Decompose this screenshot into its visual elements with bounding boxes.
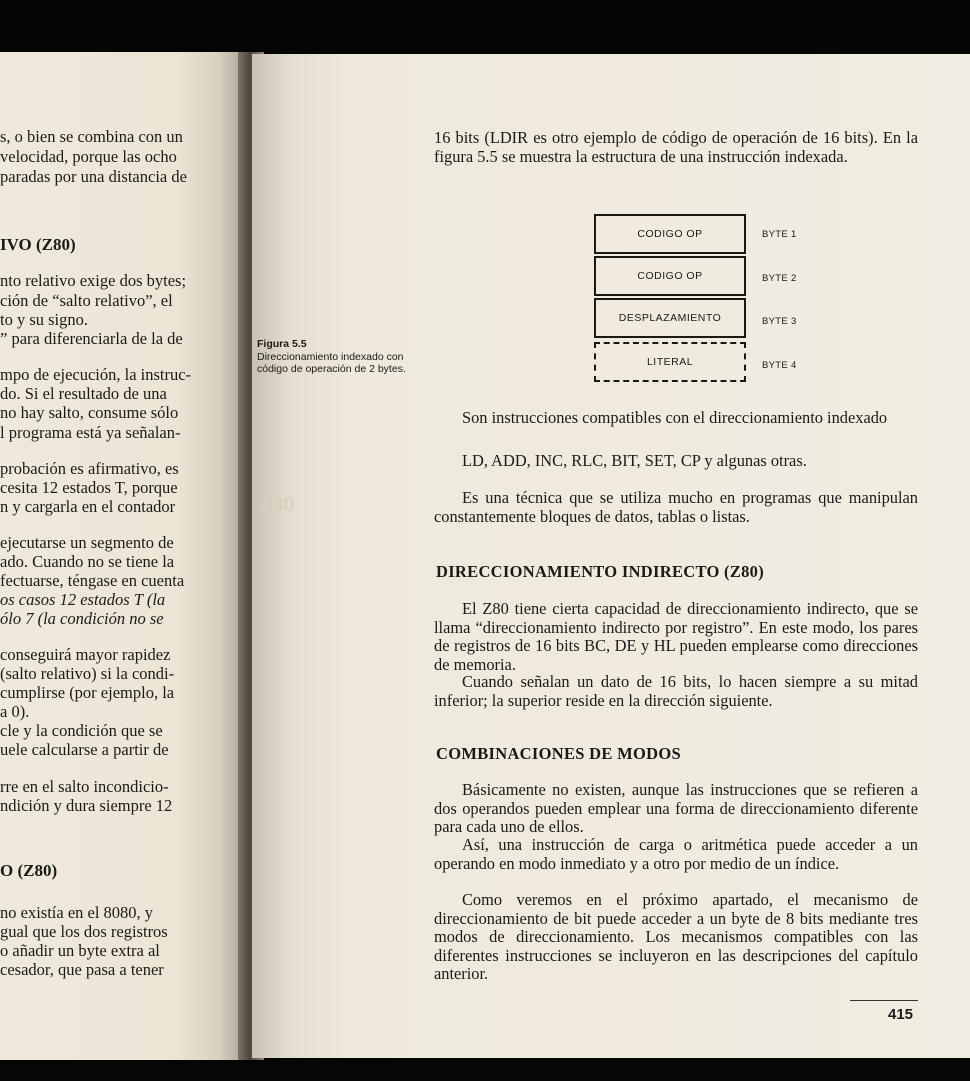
literal-box: LITERAL: [594, 342, 746, 382]
left-line: ción de “salto relativo”, el: [0, 291, 173, 310]
byte-label-1: BYTE 1: [762, 229, 797, 240]
intro-paragraph: 16 bits (LDIR es otro ejemplo de código de operación de 16 bits). En la figura 5.5 se muestra la estructura de una instrucción indexada.: [434, 128, 918, 166]
left-line: no hay salto, consume sólo: [0, 403, 179, 422]
paragraph: Son instrucciones compatibles con el direccionamiento indexado: [462, 408, 888, 427]
left-line: do. Si el resultado de una: [0, 384, 167, 403]
page-number-rule: [850, 1000, 918, 1001]
left-line: to y su signo.: [0, 310, 89, 329]
left-line: nto relativo exige dos bytes;: [0, 271, 187, 290]
left-line: conseguirá mayor rapidez: [0, 645, 171, 664]
left-line: cumplirse (por ejemplo, la: [0, 683, 175, 702]
section-heading: DIRECCIONAMIENTO INDIRECTO (Z80): [436, 562, 765, 581]
left-heading: IVO (Z80): [0, 235, 76, 254]
left-line: os casos 12 estados T (la: [0, 590, 166, 609]
byte-label-2: BYTE 2: [762, 273, 797, 284]
paragraph: Así, una instrucción de carga o aritmética puede acceder a un operando en modo inmediato y a otro por medio de un índice.: [434, 835, 918, 873]
figure-caption-text: Direccionamiento indexado con código de operación de 2 bytes.: [257, 350, 406, 375]
left-line: cesita 12 estados T, porque: [0, 478, 178, 497]
left-line: cesador, que pasa a tener: [0, 960, 164, 979]
paragraph: Es una técnica que se utiliza mucho en programas que manipulan constantemente bloques de datos, tablas o listas.: [434, 488, 918, 526]
show-through-text: Z80: [260, 494, 295, 516]
left-page: [0, 52, 250, 1062]
left-heading: O (Z80): [0, 861, 58, 880]
left-line: mpo de ejecución, la instruc-: [0, 365, 192, 384]
left-line: n y cargarla en el contador: [0, 497, 176, 516]
byte-label-4: BYTE 4: [762, 360, 797, 371]
paragraph: Como veremos en el próximo apartado, el mecanismo de direccionamiento de bit puede acceder a un byte de 8 bits mediante tres modos de direccionamiento. Los mecanismos compatibles con las diferentes instrucciones se incluyeron en las descripciones del capítulo anterior.: [434, 890, 918, 983]
left-line: ado. Cuando no se tiene la: [0, 552, 175, 571]
left-line: cle y la condición que se: [0, 721, 163, 740]
left-line: ndición y dura siempre 12: [0, 796, 173, 815]
left-line: (salto relativo) si la condi-: [0, 664, 175, 683]
instruction-diagram: [590, 212, 830, 392]
page-number: 415: [888, 1006, 914, 1023]
left-line: ” para diferenciarla de la de: [0, 329, 183, 348]
left-line: rre en el salto incondicio-: [0, 777, 169, 796]
paragraph: Básicamente no existen, aunque las instrucciones que se refieren a dos operandos pueden emplear una forma de direccionamiento diferente para cada uno de ellos.: [434, 780, 918, 836]
displacement-box: DESPLAZAMIENTO: [594, 298, 746, 338]
background-edge: [0, 1060, 970, 1081]
byte-label-3: BYTE 3: [762, 316, 797, 327]
figure-caption-title: Figura 5.5: [257, 338, 307, 350]
paragraph: El Z80 tiene cierta capacidad de direccionamiento indirecto, que se llama “direccionamiento indirecto por registro”. En este modo, los pares de registros de 16 bits BC, DE y HL pueden emplearse como direcciones de memoria.: [434, 599, 918, 674]
left-line: s, o bien se combina con un: [0, 127, 183, 146]
figure-caption: [257, 338, 417, 376]
left-line: o añadir un byte extra al: [0, 941, 160, 960]
paragraph: Cuando señalan un dato de 16 bits, lo hacen siempre a su mitad inferior; la superior reside en la dirección siguiente.: [434, 672, 918, 710]
left-line: uele calcularse a partir de: [0, 740, 169, 759]
left-line: gual que los dos registros: [0, 922, 168, 941]
left-line: ólo 7 (la condición no se: [0, 609, 164, 628]
left-line: l programa está ya señalan-: [0, 423, 181, 442]
left-line: probación es afirmativo, es: [0, 459, 179, 478]
section-heading: COMBINACIONES DE MODOS: [436, 744, 681, 763]
opcode-box-1: CODIGO OP: [594, 214, 746, 254]
left-line: velocidad, porque las ocho: [0, 147, 177, 166]
left-line: a 0).: [0, 702, 30, 721]
left-line: fectuarse, téngase en cuenta: [0, 571, 185, 590]
left-line: no existía en el 8080, y: [0, 903, 154, 922]
left-line: ejecutarse un segmento de: [0, 533, 174, 552]
paragraph: LD, ADD, INC, RLC, BIT, SET, CP y algunas otras.: [462, 451, 807, 470]
opcode-box-2: CODIGO OP: [594, 256, 746, 296]
left-line: paradas por una distancia de: [0, 167, 187, 186]
